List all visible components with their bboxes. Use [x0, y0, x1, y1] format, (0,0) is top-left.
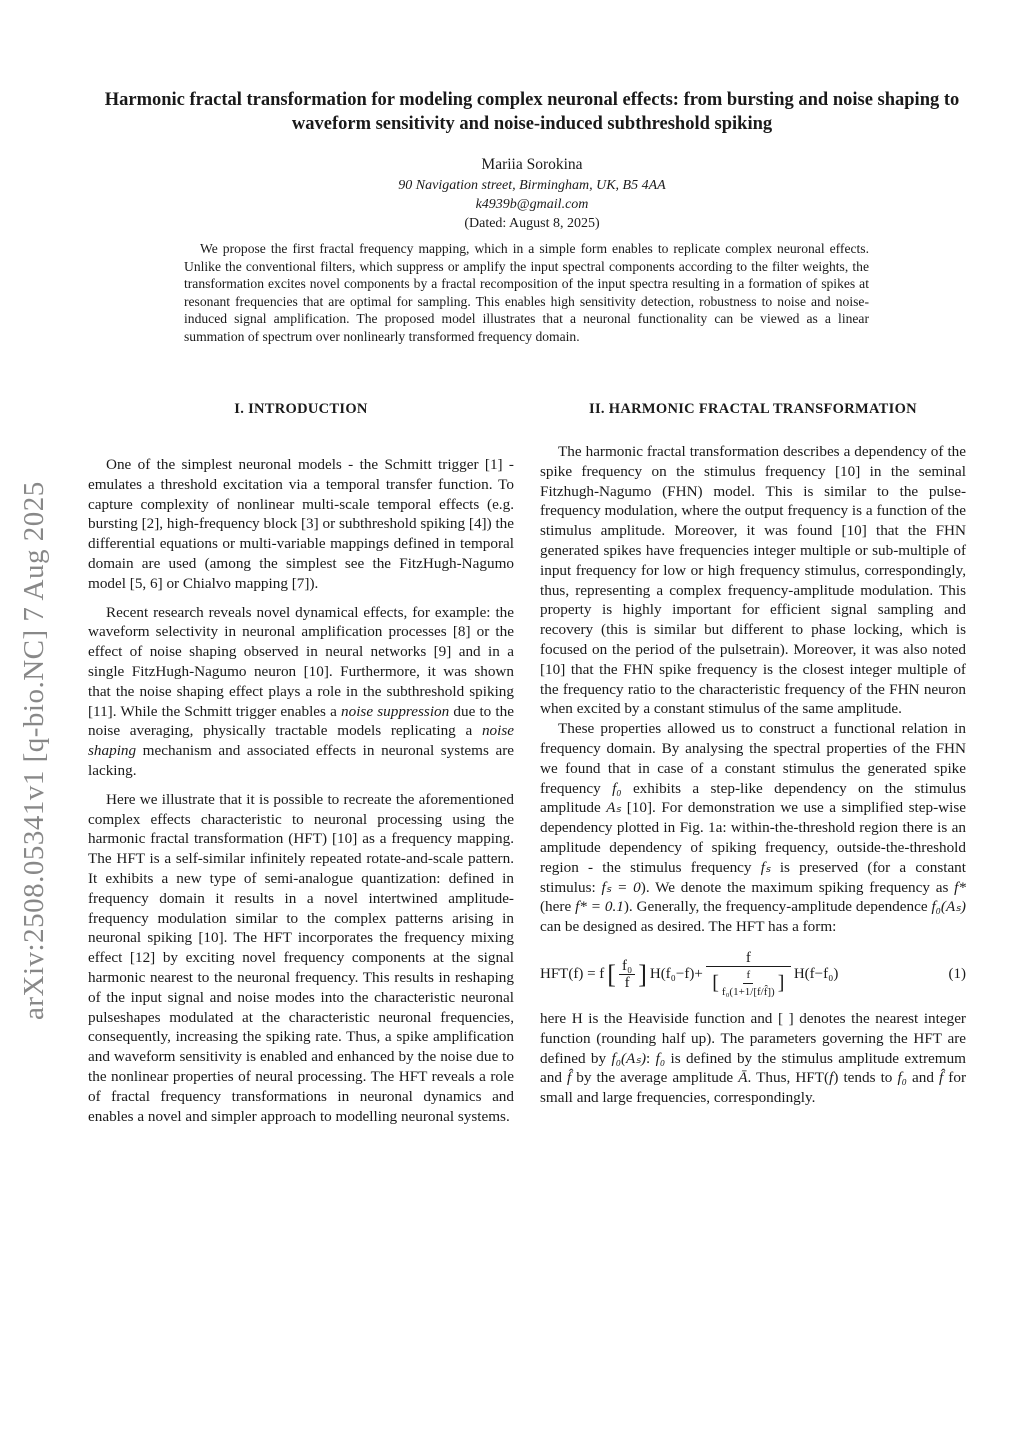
eq-bracket-open: [: [607, 959, 616, 989]
intro-paragraph-3: Here we illustrate that it is possible to recreate the aforementioned complex effects characteristic to neuronal processing using the harmonic fractal transformation (HFT) [10] as a frequency mapping. The HFT is a self-similar infinitely repeated rotate-and-scale pattern. It exhibits a new type of semi-analogue quantization: defined in frequency domain it results in a novel intertwined amplitude-frequency modulation similar to the complex patterns arising in neuronal spiking [10]. The HFT incorporates the frequency mixing effect [12] by exciting novel frequency components at the signal harmonic nearest to the neuronal frequency. This results in reshaping of the input signal and noise modes into the characteristic neuronal pulseshapes modulated at the characteristic neuronal frequencies, consequently, increasing the spiking rate. Thus, a spike amplification and waveform sensitivity is enabled and enhanced by the noise due to the nonlinear properties of neural processing. The HFT reveals a role of fractal frequency transformations in neuronal dynamics and enables a novel and simpler approach to modelling neuronal systems.: [88, 790, 514, 1125]
hft-paragraph-3: here H is the Heaviside function and [ ] denotes the nearest integer function (rounding half up). The parameters governing the HFT are defined by f₀(Aₛ): f₀ is defined by the stimulus amplitude extremum and f̂ by the average amplitude Ā. Thus, HFT(f) tends to f₀ and f̂ for small and large frequencies, correspondingly.: [540, 1009, 967, 1107]
equation-1: [540, 949, 966, 1001]
author-address: 90 Navigation street, Birmingham, UK, B5 4AA: [398, 178, 666, 193]
eq-fraction-2: [706, 950, 791, 1000]
section-heading-introduction: I. INTRODUCTION: [234, 401, 368, 417]
eq-bracket-close: ]: [638, 959, 647, 989]
equation-number: (1): [948, 966, 966, 983]
intro-paragraph-2: Recent research reveals novel dynamical effects, for example: the waveform selectivity in neuronal amplification processes [8] or the effect of noise shaping observed in neural networks [9] and in a single FitzHugh-Nagumo neuron [10]. Furthermore, it was shown that the noise shaping effect plays a role in the subthreshold spiking [11]. While the Schmitt trigger enables a noise suppression due to the noise averaging, physically tractable models replicating a noise shaping mechanism and associated effects in neuronal systems are lacking.: [88, 603, 514, 779]
eq-frac2-denominator: [ $\frac{f}{\text{f₀(1+1/[f/f̂])}}$ ]: [712, 968, 785, 998]
abstract: We propose the first fractal frequency mapping, which in a simple form enables to replicate complex neuronal effects. Unlike the conventional filters, which suppress or amplify the input spectral components according to the filter weights, the transformation excites novel components by a fractal recomposition of the input spectra resulting in a formation of spikes at resonant frequencies that are optimal for sampling. This enables high sensitivity detection, robustness to noise and noise-induced signal amplification. The proposed model illustrates that a neuronal functionality can be viewed as a linear summation of spectrum over nonlinearly transformed frequency domain.: [184, 241, 869, 344]
right-column: [540, 400, 966, 1117]
emphasis-noise-shaping: noise shaping: [88, 722, 514, 760]
hft-paragraph-2: These properties allowed us to construct a functional relation in frequency domain. By analysing the spectral properties of the FHN we found that in case of a constant stimulus the generated spike frequency f₀ exhibits a step-like dependency on the stimulus amplitude Aₛ [10]. For demonstration we use a simplified step-wise dependency plotted in Fig. 1a: within-the-threshold region there is an amplitude dependency of spiking frequency, outside-the-threshold region - the stimulus frequency fₛ is preserved (for a constant stimulus: fₛ = 0). We denote the maximum spiking frequency as f* (here f* = 0.1). Generally, the frequency-amplitude dependence f₀(Aₛ) can be designed as desired. The HFT has a form:: [540, 720, 966, 936]
left-column: [88, 400, 514, 1135]
eq-frac1-numerator: f₀: [619, 958, 635, 975]
intro-paragraph-1: One of the simplest neuronal models - the Schmitt trigger [1] - emulates a threshold excitation via a temporal transfer function. To capture complexity of nonlinear multi-scale temporal effects (e.g. bursting [2], high-frequency block [3] or subthreshold spiking [4]) the differential equations or multi-variable mappings defined in temporal domain are used (among the simplest see the FitzHugh-Nagumo model [5, 6] or Chialvo mapping [7]).: [88, 456, 514, 592]
eq-heaviside-1: H(f₀−f)+: [649, 966, 703, 983]
hft-paragraph-1: The harmonic fractal transformation describes a dependency of the spike frequency on the stimulus frequency [10] in the seminal Fitzhugh-Nagumo (FHN) model. This is similar to the pulse-frequency modulation, where the output frequency is a function of the stimulus amplitude. Moreover, it was found [10] that the FHN generated spikes have frequencies integer multiple or sub-multiple of input frequency for low or high frequency stimulus, correspondingly, thus, representing a complex frequency-amplitude modulation. This property is highly important for efficient signal sampling and recovery (this is similar but different to phase locking, which is focused on the period of the pulsetrain). Moreover, it was also noted [10] that the FHN spike frequency is the closest integer multiple of the frequency ratio to the characteristic frequency of the FHN neuron when excited by a constant stimulus of the same amplitude.: [540, 443, 966, 718]
author-email[interactable]: k4939b@gmail.com: [475, 197, 589, 212]
author-affiliation: [80, 176, 984, 233]
author-name: Mariia Sorokina: [481, 156, 583, 173]
section-heading-hft: II. HARMONIC FRACTAL TRANSFORMATION: [589, 401, 917, 417]
eq-heaviside-2: H(f−f₀): [793, 966, 839, 983]
equation-body: [540, 950, 838, 1000]
eq-frac2-numerator: f: [706, 950, 791, 967]
dated-line: (Dated: August 8, 2025): [464, 216, 600, 231]
eq-frac1-denominator: f: [624, 975, 630, 992]
paper-title: Harmonic fractal transformation for modeling complex neuronal effects: from bursting and noise shaping to waveform sensitivity and noise-induced subthreshold spiking: [104, 90, 960, 134]
emphasis-noise-suppression: noise suppression: [341, 702, 450, 720]
eq-fraction-1: [619, 958, 635, 991]
arxiv-identifier[interactable]: arXiv:2508.05341v1 [q-bio.NC] 7 Aug 2025: [18, 481, 50, 1020]
eq-lhs: HFT(f) = f: [540, 966, 605, 983]
